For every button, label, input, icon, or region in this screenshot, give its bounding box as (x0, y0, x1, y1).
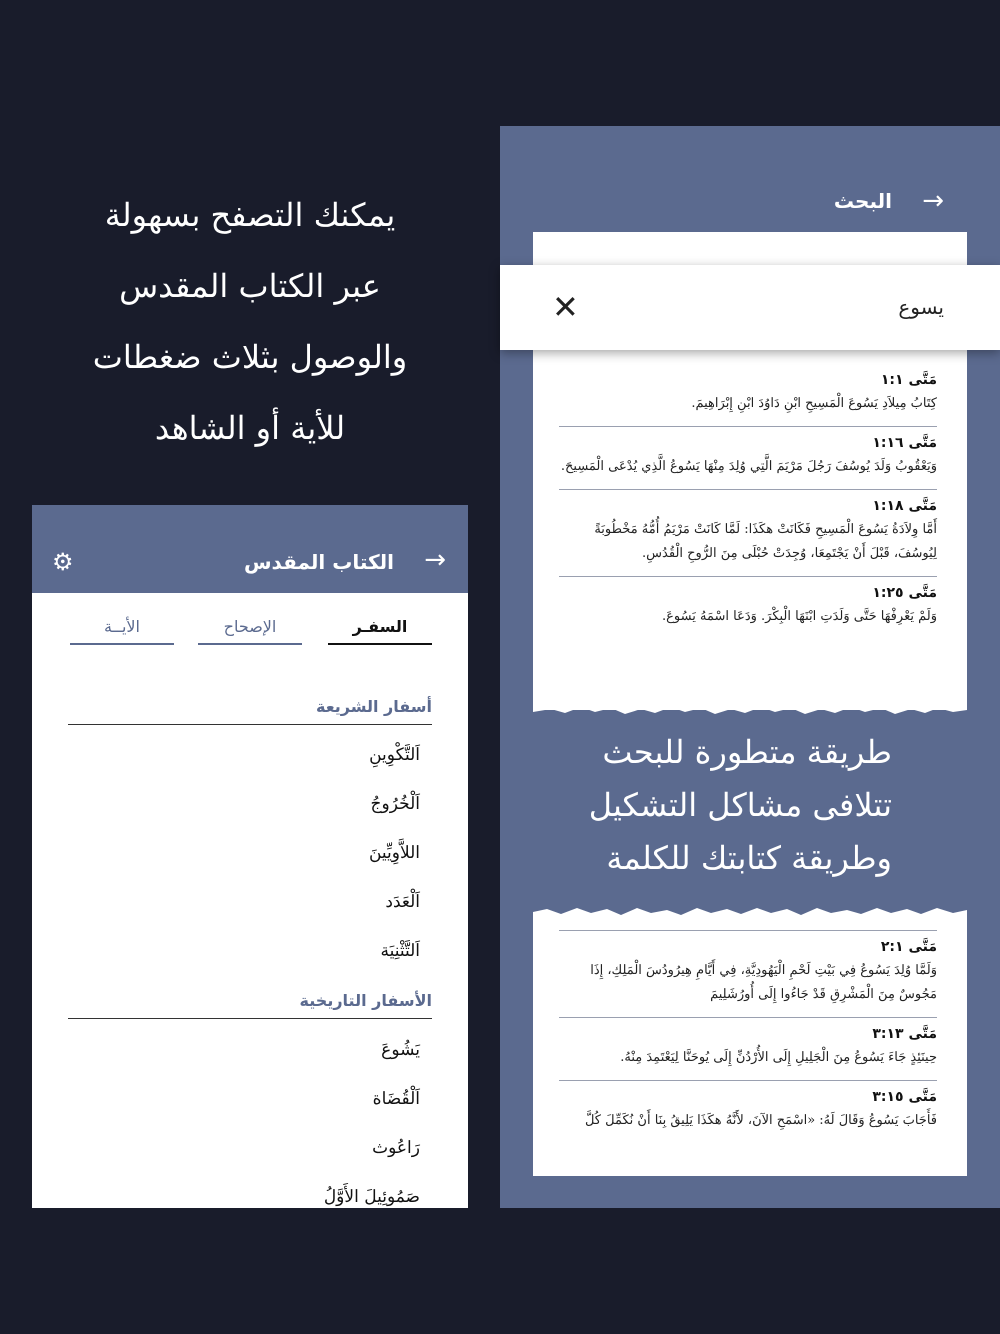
caption-middle (500, 726, 892, 885)
list-item[interactable]: اَلْخُرُوجُ (370, 794, 420, 814)
list-item[interactable]: اللاَّوِيِّينَ (368, 843, 420, 863)
list-item[interactable]: صَمُوئِيلَ الأَوَّلُ (323, 1187, 420, 1207)
verse-ref: مَتَّى ٣:١٥ (872, 1089, 937, 1105)
list-item[interactable] (559, 364, 937, 427)
list-item[interactable]: يَشُوعَ (381, 1040, 420, 1060)
list-item[interactable]: اَلْقُضَاة (372, 1089, 420, 1109)
list-item[interactable]: اَلتَّثْنِيَة (380, 941, 420, 961)
search-results-bottom (533, 916, 967, 1176)
tab-verse[interactable]: الأيــة (70, 615, 174, 645)
search-header (500, 186, 1000, 216)
tab-chapter[interactable]: الإصحاح (198, 615, 302, 645)
browse-header (32, 505, 468, 593)
list-item[interactable]: اَلتَّكْوِينِ (369, 745, 420, 765)
browse-screen (32, 505, 468, 1208)
list-item[interactable] (559, 1081, 937, 1143)
section-title: أسفار الشريعة (68, 695, 432, 725)
caption-line: يمكنك التصفح بسهولة (104, 196, 396, 234)
list-item[interactable] (559, 577, 937, 639)
list-item[interactable]: اَلْعَدَد (385, 892, 420, 912)
arrow-right-icon[interactable]: → (424, 545, 446, 575)
verse-ref: مَتَّى ١:١٦ (872, 435, 937, 451)
verse-text: فَأَجَابَ يَسُوعُ وَقَالَ لَهُ: «اسْمَحِ الآنَ، لأَنَّهُ هكَذَا يَلِيقُ بِنَا أَنْ نُكَمِّلَ كُلَّ (584, 1113, 937, 1128)
browse-title: الكتاب المقدس (243, 550, 394, 574)
arrow-right-icon[interactable]: → (922, 186, 944, 216)
caption-line: عبر الكتاب المقدس (119, 267, 381, 305)
browse-tabs (68, 615, 432, 645)
verse-ref: مَتَّى ١:١ (880, 372, 937, 388)
section-title: الأسفار التاريخية (68, 989, 432, 1019)
caption-line: تتلافى مشاكل التشكيل (588, 786, 892, 824)
verse-text: أَمَّا وِلاَدَةُ يَسُوعَ الْمَسِيحِ فَكَانَتْ هكَذَا: لَمَّا كَانَتْ مَرْيَمُ أُمُّهُ مَخْطُوبَةً لِيُوسُفَ، قَبْلَ أَنْ يَجْتَمِعَا، وُجِدَتْ حُبْلَى مِنَ الرُّوحِ الْقُدُسِ. (594, 522, 937, 561)
search-input[interactable]: يسوع (898, 295, 944, 319)
verse-ref: مَتَّى ٢:١ (880, 939, 937, 955)
search-bar (500, 265, 1000, 350)
caption-line: والوصول بثلاث ضغطات (92, 338, 408, 376)
list-item[interactable] (559, 1018, 937, 1081)
verse-text: وَلَمْ يَعْرِفْهَا حَتَّى وَلَدَتِ ابْنَهَا الْبِكْرَ. وَدَعَا اسْمَهُ يَسُوعَ. (662, 609, 937, 624)
list-item[interactable]: رَاعُوث (372, 1138, 420, 1158)
verse-ref: مَتَّى ١:١٨ (872, 498, 937, 514)
caption-line: طريقة متطورة للبحث (602, 733, 892, 771)
verse-text: كِتَابُ مِيلاَدِ يَسُوعَ الْمَسِيحِ ابْنِ دَاوُدَ ابْنِ إِبْرَاهِيمَ. (691, 396, 937, 411)
close-icon[interactable]: ✕ (552, 288, 579, 326)
list-item[interactable] (559, 930, 937, 1018)
caption-line: وطريقة كتابتك للكلمة (606, 839, 892, 877)
list-item[interactable] (559, 490, 937, 577)
caption-line: للأية أو الشاهد (154, 409, 346, 447)
verse-ref: مَتَّى ١:٢٥ (872, 585, 937, 601)
verse-ref: مَتَّى ٣:١٣ (872, 1026, 937, 1042)
torn-edge-top (533, 702, 967, 718)
verse-text: حِينَئِذٍ جَاءَ يَسُوعُ مِنَ الْجَلِيلِ إِلَى الأُرْدُنِّ إِلَى يُوحَنَّا لِيَعْتَمِدَ مِنْهُ. (620, 1050, 937, 1065)
search-title: البحث (833, 189, 892, 213)
list-item[interactable] (559, 427, 937, 490)
search-results-top (533, 350, 967, 710)
verse-text: وَيَعْقُوبُ وَلَدَ يُوسُفَ رَجُلَ مَرْيَمَ الَّتِي وُلِدَ مِنْهَا يَسُوعُ الَّذِي يُدْعَى الْمَسِيحَ. (560, 459, 937, 474)
tab-book[interactable]: السفـر (328, 615, 432, 645)
verse-text: وَلَمَّا وُلِدَ يَسُوعُ فِي بَيْتِ لَحْمِ الْيَهُودِيَّةِ، فِي أَيَّامِ هِيرُودُسَ الْمَلِكِ، إِذَا مَجُوسٌ مِنَ الْمَشْرِقِ قَدْ جَاءُوا إِلَى أُورُشَلِيمَ (590, 963, 937, 1002)
gear-icon[interactable]: ⚙ (52, 548, 74, 576)
caption-top (40, 180, 460, 464)
